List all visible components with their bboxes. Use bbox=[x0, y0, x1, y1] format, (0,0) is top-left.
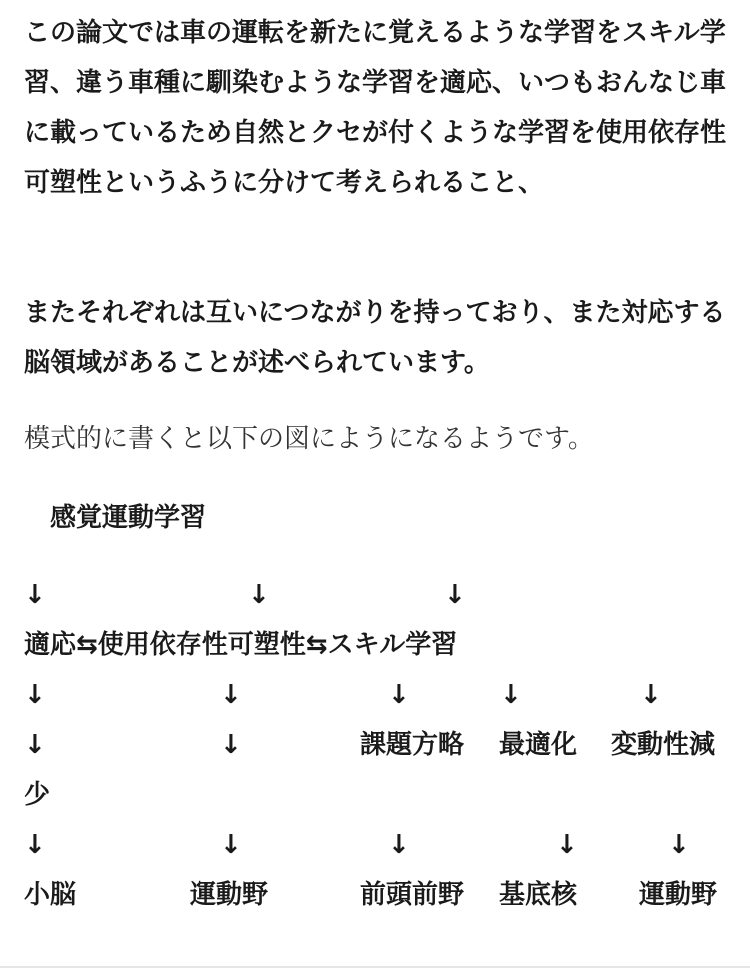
skill-item-optimization: 最適化 bbox=[499, 730, 578, 760]
arrow-down: ↓ bbox=[668, 830, 690, 860]
arrow-down: ↓ bbox=[388, 830, 410, 860]
diagram-main-row: 適応⇆使用依存性可塑性⇆スキル学習 bbox=[24, 630, 458, 660]
paragraph-3: 模式的に書くと以下の図にようになるようです。 bbox=[24, 424, 594, 454]
brain-area-basal-ganglia: 基底核 bbox=[499, 880, 578, 910]
brain-area-motor-cortex-2: 運動野 bbox=[639, 880, 718, 910]
arrow-down: ↓ bbox=[24, 830, 46, 860]
paragraph-1: この論文では車の運転を新たに覚えるような学習をスキル学習、違う車種に馴染むような学習を適応、いつもおんなじ車に載っているため自然とクセが付くような学習を使用依存性可塑性というふうに分けて考えられること、 bbox=[24, 18, 727, 198]
paragraph-2: またそれぞれは互いにつながりを持っており、また対応する脳領域があることが述べられています。 bbox=[24, 298, 726, 378]
skill-item-variability: 変動性減 bbox=[611, 730, 716, 760]
brain-area-prefrontal: 前頭前野 bbox=[360, 880, 465, 910]
skill-item-task-strategy: 課題方略 bbox=[360, 730, 465, 760]
brain-area-cerebellum: 小脳 bbox=[24, 880, 77, 910]
diagram-title: 感覚運動学習 bbox=[50, 503, 207, 533]
arrow-down: ↓ bbox=[388, 680, 410, 710]
arrow-down: ↓ bbox=[640, 680, 662, 710]
arrow-down: ↓ bbox=[24, 680, 46, 710]
arrow-down: ↓ bbox=[24, 580, 46, 610]
brain-area-motor-cortex: 運動野 bbox=[190, 880, 269, 910]
arrow-down: ↓ bbox=[500, 680, 522, 710]
arrow-down: ↓ bbox=[220, 680, 242, 710]
arrow-down: ↓ bbox=[444, 580, 466, 610]
skill-item-variability-wrap: 少 bbox=[24, 780, 51, 810]
arrow-down: ↓ bbox=[556, 830, 578, 860]
arrow-down: ↓ bbox=[248, 580, 270, 610]
arrow-down: ↓ bbox=[220, 830, 242, 860]
arrow-down: ↓ bbox=[24, 730, 46, 760]
arrow-down: ↓ bbox=[220, 730, 242, 760]
